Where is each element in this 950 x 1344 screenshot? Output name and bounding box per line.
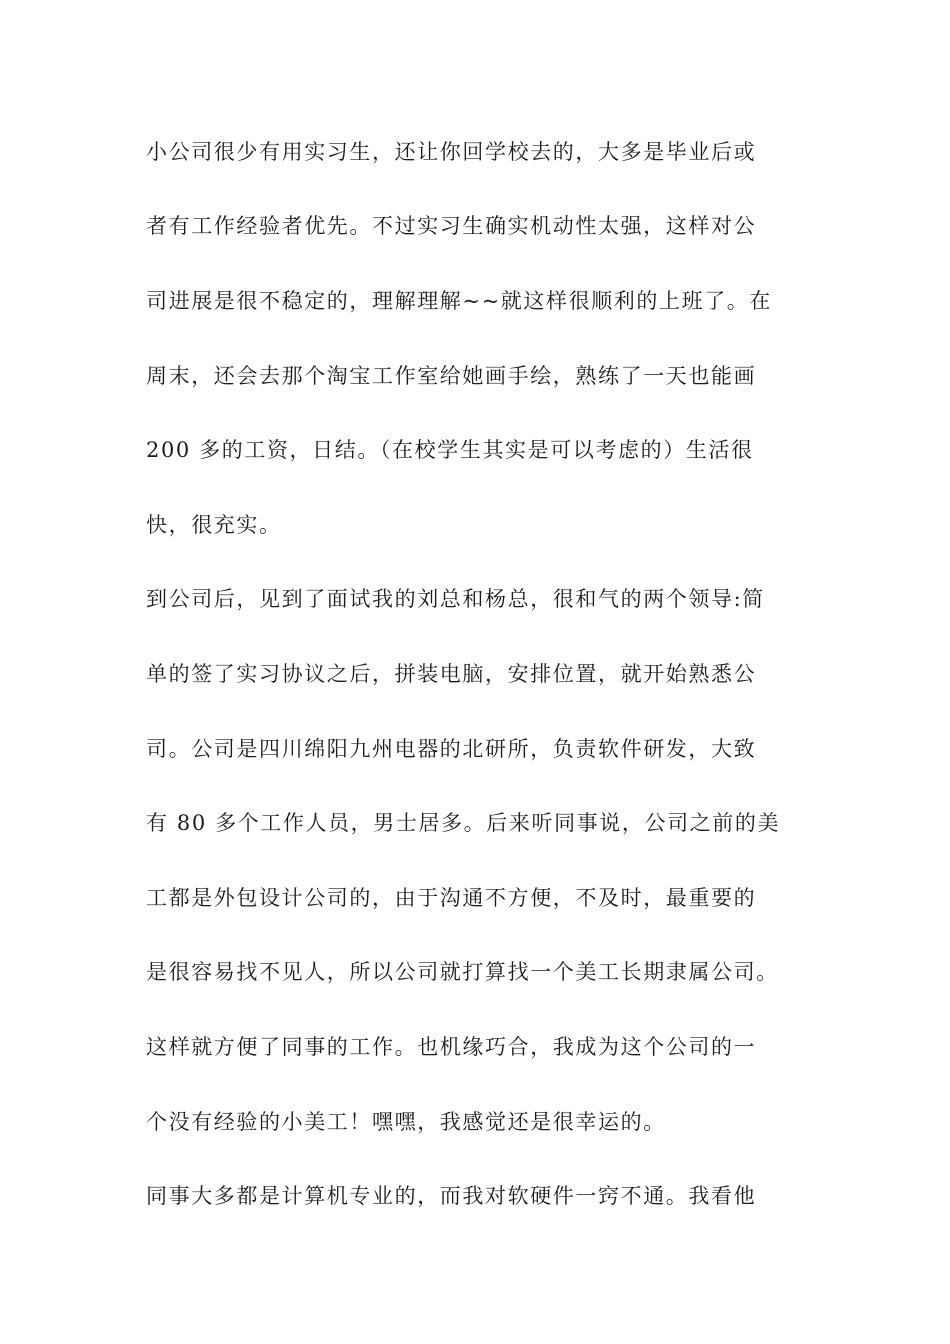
text-line: 这样就方便了同事的工作。也机缘巧合，我成为这个公司的一 (146, 1035, 757, 1059)
text-line: 快，很充实。 (146, 513, 282, 537)
text-line: 同事大多都是计算机专业的，而我对软硬件一窍不通。我看他 (146, 1184, 757, 1208)
text-line: 者有工作经验者优先。不过实习生确实机动性太强，这样对公 (146, 214, 757, 238)
text-line: 司。公司是四川绵阳九州电器的北研所，负责软件研发，大致 (146, 737, 757, 761)
text-line: 到公司后，见到了面试我的刘总和杨总，很和气的两个领导:简 (146, 587, 765, 611)
text-line: 有 80 多个工作人员，男士居多。后来听同事说，公司之前的美 (146, 811, 781, 835)
text-line: 周末，还会去那个淘宝工作室给她画手绘，熟练了一天也能画 (146, 364, 757, 388)
text-line: 200 多的工资，日结。（在校学生其实是可以考虑的）生活很 (146, 438, 754, 462)
text-line: 是很容易找不见人，所以公司就打算找一个美工长期隶属公司。 (146, 960, 779, 984)
text-line: 司进展是很不稳定的，理解理解~~就这样很顺利的上班了。在 (146, 289, 772, 313)
text-line: 个没有经验的小美工！嘿嘿，我感觉还是很幸运的。 (146, 1110, 666, 1134)
text-line: 工都是外包设计公司的，由于沟通不方便，不及时，最重要的 (146, 886, 757, 910)
text-line: 小公司很少有用实习生，还让你回学校去的，大多是毕业后或 (146, 140, 757, 164)
text-line: 单的签了实习协议之后，拼装电脑，安排位置，就开始熟悉公 (146, 662, 757, 686)
